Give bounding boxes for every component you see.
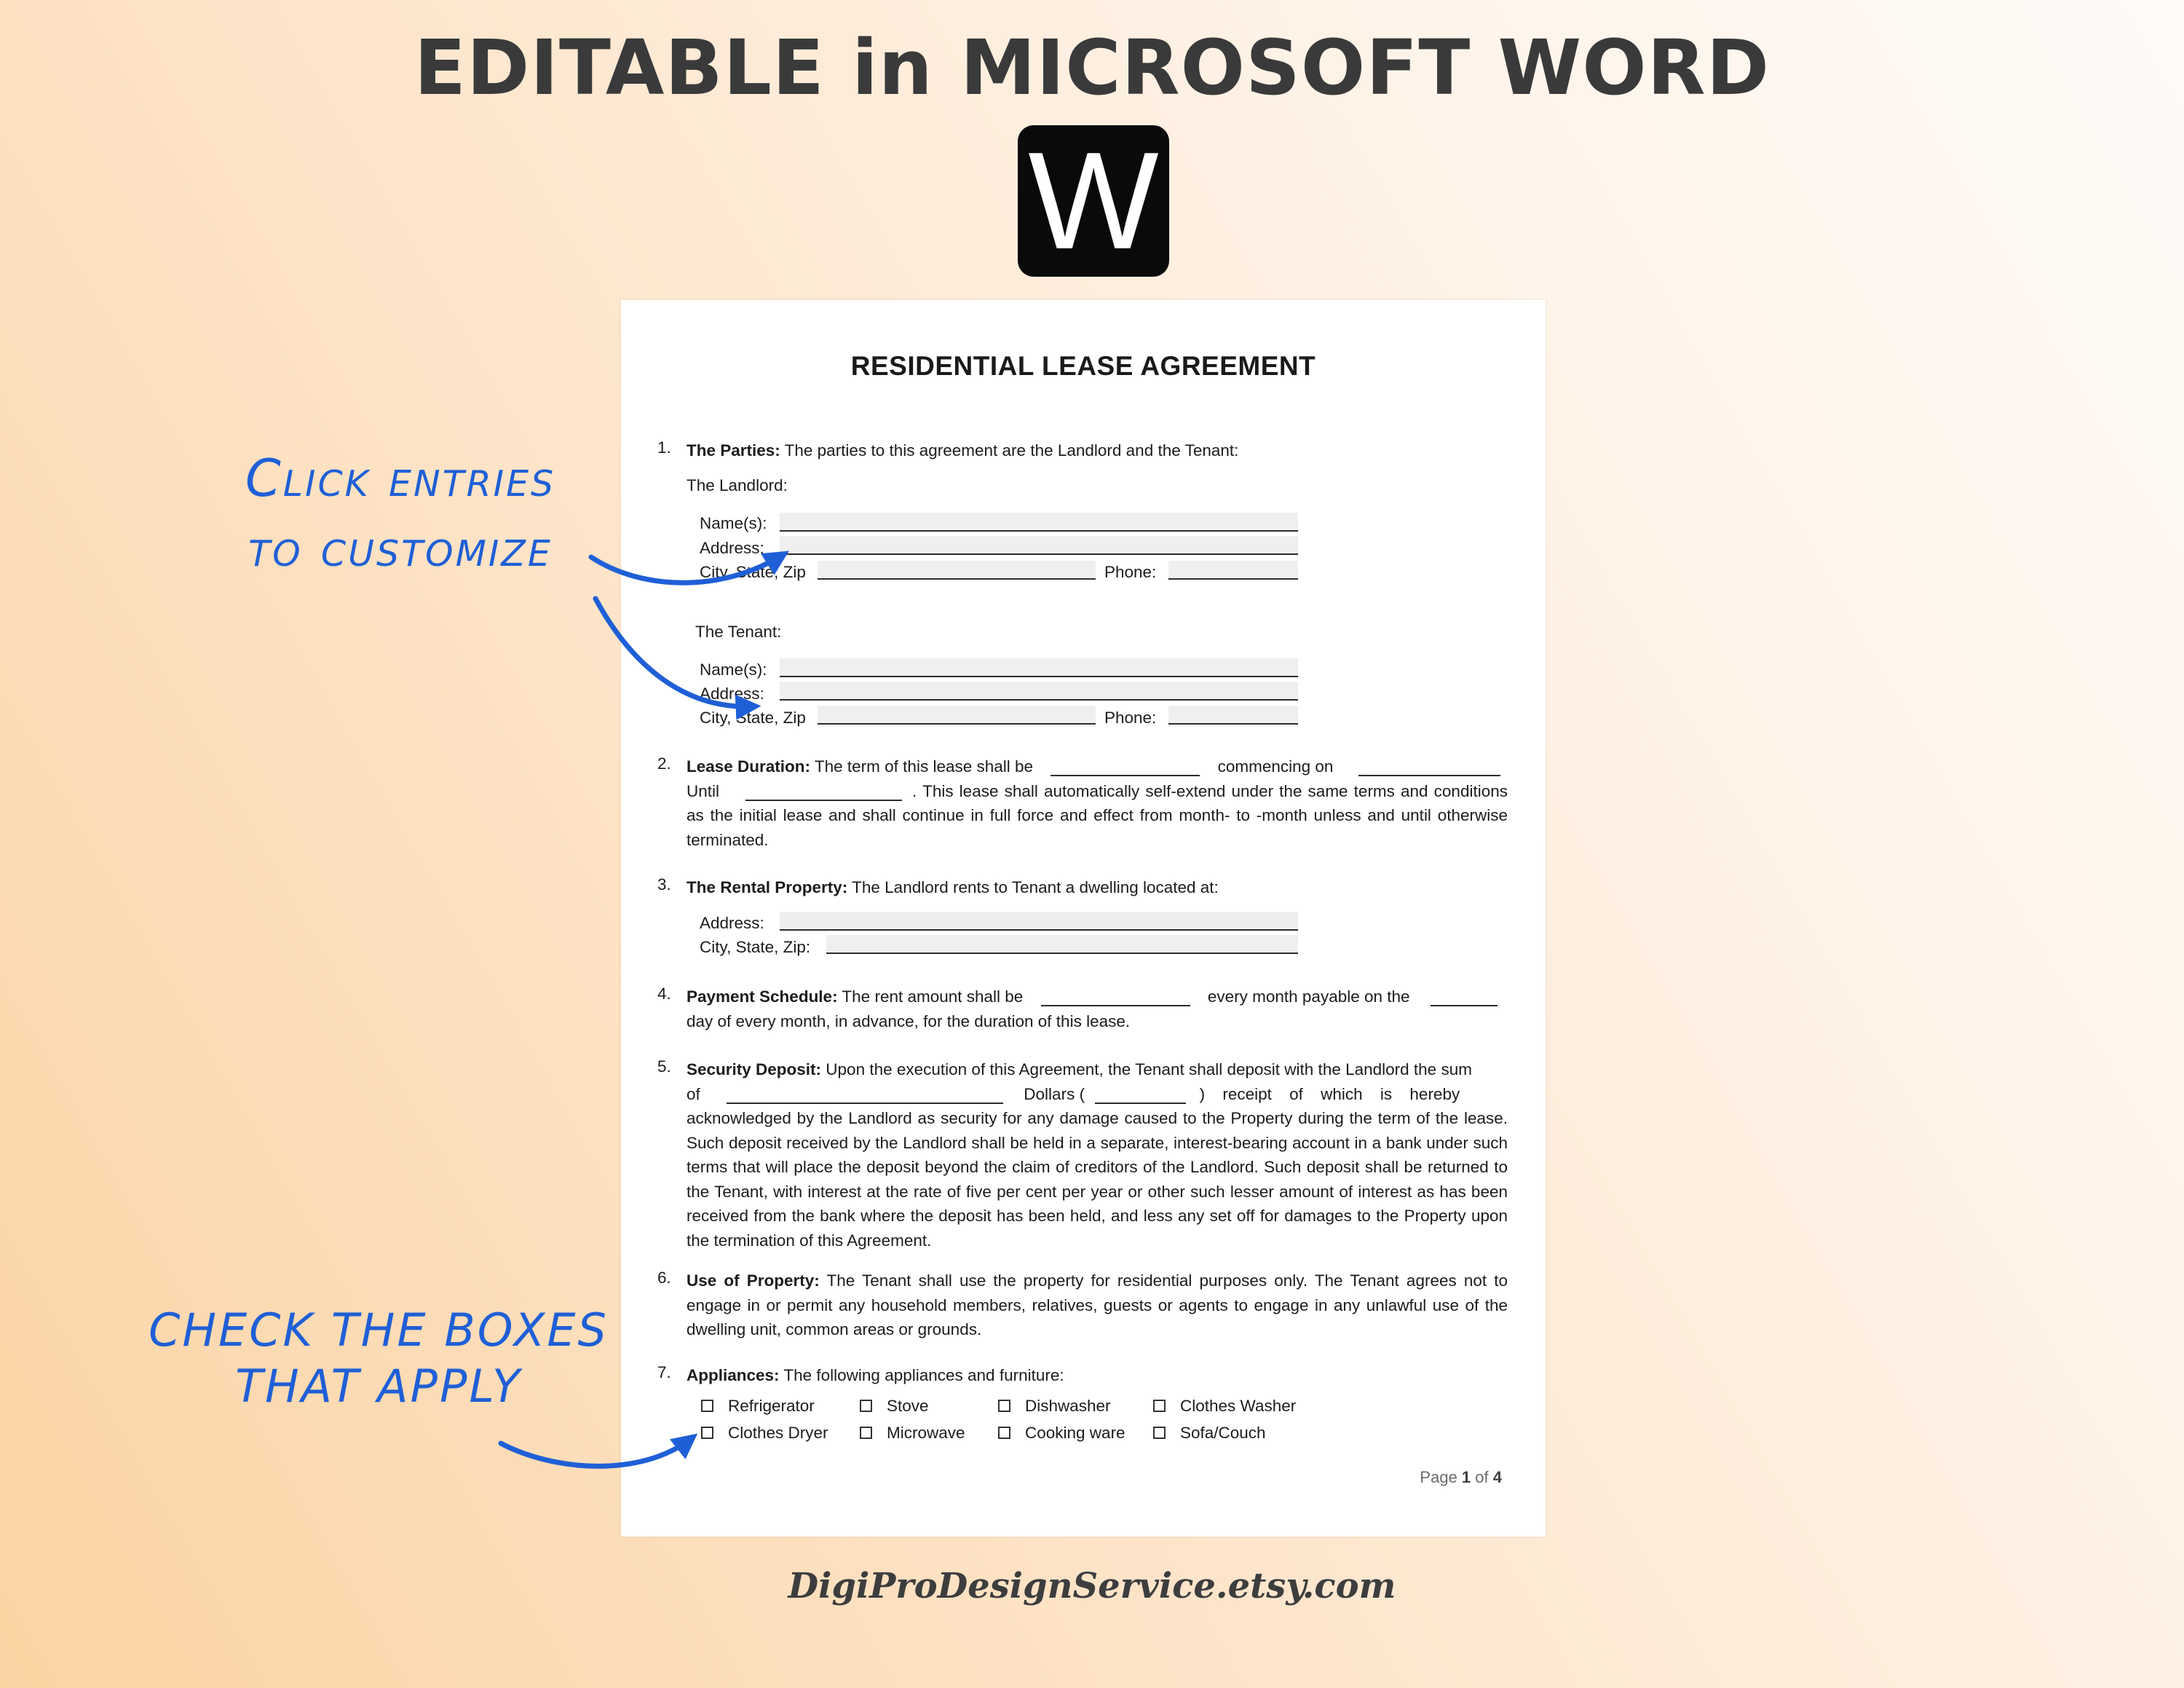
section-rental-property <box>657 875 1508 900</box>
appliance-refrigerator[interactable] <box>701 1397 860 1416</box>
page-total: 4 <box>1492 1468 1502 1486</box>
landlord-address-label: Address: <box>700 539 764 557</box>
deposit-amount-input[interactable] <box>1095 1085 1186 1104</box>
tenant-city-label: City, State, Zip <box>700 709 806 727</box>
document-page <box>621 300 1546 1537</box>
appliance-label: Cooking ware <box>1025 1423 1125 1442</box>
deposit-words-input[interactable] <box>727 1085 1003 1104</box>
appliance-row-1 <box>701 1392 1296 1419</box>
of-text: of <box>687 1084 700 1103</box>
section-parties <box>657 438 1508 494</box>
commencing-text: commencing on <box>1217 757 1334 776</box>
tenant-label: The Tenant: <box>695 623 782 641</box>
section-text: The parties to this agreement are the Landlord and the Tenant: <box>780 441 1239 460</box>
receipt-text: ) receipt of which is hereby <box>1199 1084 1460 1103</box>
landlord-names-input[interactable] <box>780 513 1298 532</box>
check-annotation-line2: THAT APPLY <box>235 1360 522 1413</box>
check-boxes-annotation <box>138 1304 619 1413</box>
payment-day-input[interactable] <box>1431 987 1497 1006</box>
appliance-label: Sofa/Couch <box>1180 1423 1266 1442</box>
appliance-label: Dishwasher <box>1025 1396 1111 1415</box>
section-heading: Security Deposit: <box>687 1060 822 1078</box>
section-lease-duration <box>657 754 1508 852</box>
document-title: RESIDENTIAL LEASE AGREEMENT <box>850 351 1316 381</box>
tenant-names-label: Name(s): <box>700 660 767 679</box>
appliance-row-2 <box>701 1419 1296 1446</box>
word-logo-icon <box>1018 125 1169 277</box>
tenant-city-input[interactable] <box>818 706 1096 725</box>
footer-url[interactable]: DigiProDesignService.etsy.com <box>788 1566 1396 1606</box>
rent-amount-input[interactable] <box>1041 987 1190 1006</box>
landlord-phone-input[interactable] <box>1168 561 1298 580</box>
appliance-label: Clothes Washer <box>1180 1396 1297 1415</box>
page-current: 1 <box>1461 1468 1471 1486</box>
dollars-text: Dollars ( <box>1024 1084 1085 1103</box>
property-address-input[interactable] <box>780 912 1298 931</box>
checkbox[interactable] <box>998 1427 1010 1439</box>
page-prefix: Page <box>1420 1468 1462 1486</box>
landlord-city-label: City, State, Zip <box>700 563 806 581</box>
section-number: 7. <box>657 1363 671 1381</box>
appliance-cooking-ware[interactable] <box>998 1424 1153 1443</box>
landlord-label: The Landlord: <box>687 476 788 494</box>
deposit-intro-text: Upon the execution of this Agreement, the Tenant shall deposit with the Landlord the sum <box>821 1060 1472 1078</box>
appliance-checklist <box>701 1392 1296 1446</box>
checkbox[interactable] <box>998 1400 1010 1412</box>
section-number: 4. <box>657 985 671 1003</box>
lease-extension-text: . This lease shall automatically self-extend under the same terms and conditions as the initial lease and shall continue in full force and effect from month- to -month unless and until otherwise terminated. <box>687 781 1508 849</box>
headline: EDITABLE in MICROSOFT WORD <box>414 23 1770 112</box>
section-heading: Payment Schedule: <box>687 987 838 1006</box>
section-payment-schedule <box>657 985 1508 1033</box>
section-number: 2. <box>657 754 671 773</box>
checkbox[interactable] <box>1153 1427 1166 1439</box>
rent-amount-text: The rent amount shall be <box>837 987 1024 1006</box>
page-number <box>1420 1468 1502 1487</box>
lease-term-text: The term of this lease shall be <box>810 757 1034 776</box>
section-number: 3. <box>657 875 671 894</box>
until-text: Until <box>687 781 720 800</box>
section-number: 5. <box>657 1057 671 1076</box>
section-heading: Appliances: <box>687 1366 780 1384</box>
tenant-names-input[interactable] <box>780 658 1298 677</box>
section-number: 1. <box>657 438 671 457</box>
appliance-label: Clothes Dryer <box>728 1423 828 1442</box>
appliance-label: Microwave <box>887 1423 965 1442</box>
commencing-date-input[interactable] <box>1358 757 1500 776</box>
section-text: The Tenant shall use the property for residential purposes only. The Tenant agrees not to engage in or permit any household members, relatives, guests or agents to engage in any unlawful use of the dwelling unit, common areas or grounds. <box>687 1271 1508 1338</box>
landlord-phone-label: Phone: <box>1104 563 1157 581</box>
section-heading: Use of Property: <box>687 1271 820 1290</box>
section-number: 6. <box>657 1269 671 1287</box>
property-address-label: Address: <box>700 914 764 932</box>
click-annotation-line2: to customize <box>248 518 553 578</box>
section-heading: The Rental Property: <box>687 878 848 896</box>
appliance-stove[interactable] <box>860 1397 998 1416</box>
landlord-names-label-2: Name(s): <box>700 514 767 532</box>
appliance-clothes-dryer[interactable] <box>701 1424 860 1443</box>
tenant-address-label: Address: <box>700 685 764 703</box>
page-of: of <box>1471 1468 1493 1486</box>
logo-letter: W <box>1028 124 1159 278</box>
payable-text: every month payable on the <box>1207 987 1410 1006</box>
lease-term-input[interactable] <box>1051 757 1200 776</box>
landlord-city-input[interactable] <box>818 561 1096 580</box>
tenant-phone-input[interactable] <box>1168 706 1298 725</box>
until-date-input[interactable] <box>745 782 902 801</box>
checkbox[interactable] <box>860 1427 872 1439</box>
property-city-label: City, State, Zip: <box>700 938 811 956</box>
appliance-label: Stove <box>887 1396 929 1415</box>
section-heading: Lease Duration: <box>687 757 811 776</box>
section-appliances <box>657 1363 1508 1388</box>
section-text: The following appliances and furniture: <box>779 1366 1064 1384</box>
appliance-dishwasher[interactable] <box>998 1397 1153 1416</box>
checkbox[interactable] <box>701 1400 713 1412</box>
checkbox[interactable] <box>860 1400 872 1412</box>
tenant-phone-label: Phone: <box>1104 709 1157 727</box>
check-annotation-line1: CHECK THE BOXES <box>149 1304 609 1357</box>
appliance-clothes-washer[interactable] <box>1153 1397 1296 1416</box>
appliance-microwave[interactable] <box>860 1424 998 1443</box>
checkbox[interactable] <box>1153 1400 1166 1412</box>
appliance-label: Refrigerator <box>728 1396 815 1415</box>
click-annotation-line1: Click entries <box>245 449 556 508</box>
payment-advance-text: day of every month, in advance, for the duration of this lease. <box>687 1011 1131 1030</box>
landlord-address-input[interactable] <box>780 536 1298 555</box>
section-security-deposit <box>657 1057 1508 1253</box>
section-text: The Landlord rents to Tenant a dwelling located at: <box>847 878 1219 896</box>
tenant-address-input[interactable] <box>780 682 1298 701</box>
section-heading: The Parties: <box>687 441 780 460</box>
section-use-of-property <box>657 1269 1508 1342</box>
property-city-input[interactable] <box>826 935 1298 954</box>
checkbox[interactable] <box>701 1427 713 1439</box>
deposit-terms-text: acknowledged by the Landlord as security for any damage caused to the Property during the term of the lease. Such deposit received by the Landlord shall be held in a separate, interest-bearing account in a bank under such terms that will place the deposit beyond the claim of creditors of the Landlord. Such deposit shall be returned to the Tenant, with interest at the rate of five per cent per year or other such lesser amount of interest as has been received from the bank where the deposit has been held, and less any set off for damages to the Property upon the termination of this Agreement. <box>687 1109 1508 1250</box>
appliance-sofa-couch[interactable] <box>1153 1424 1266 1443</box>
click-entries-annotation <box>204 449 597 578</box>
